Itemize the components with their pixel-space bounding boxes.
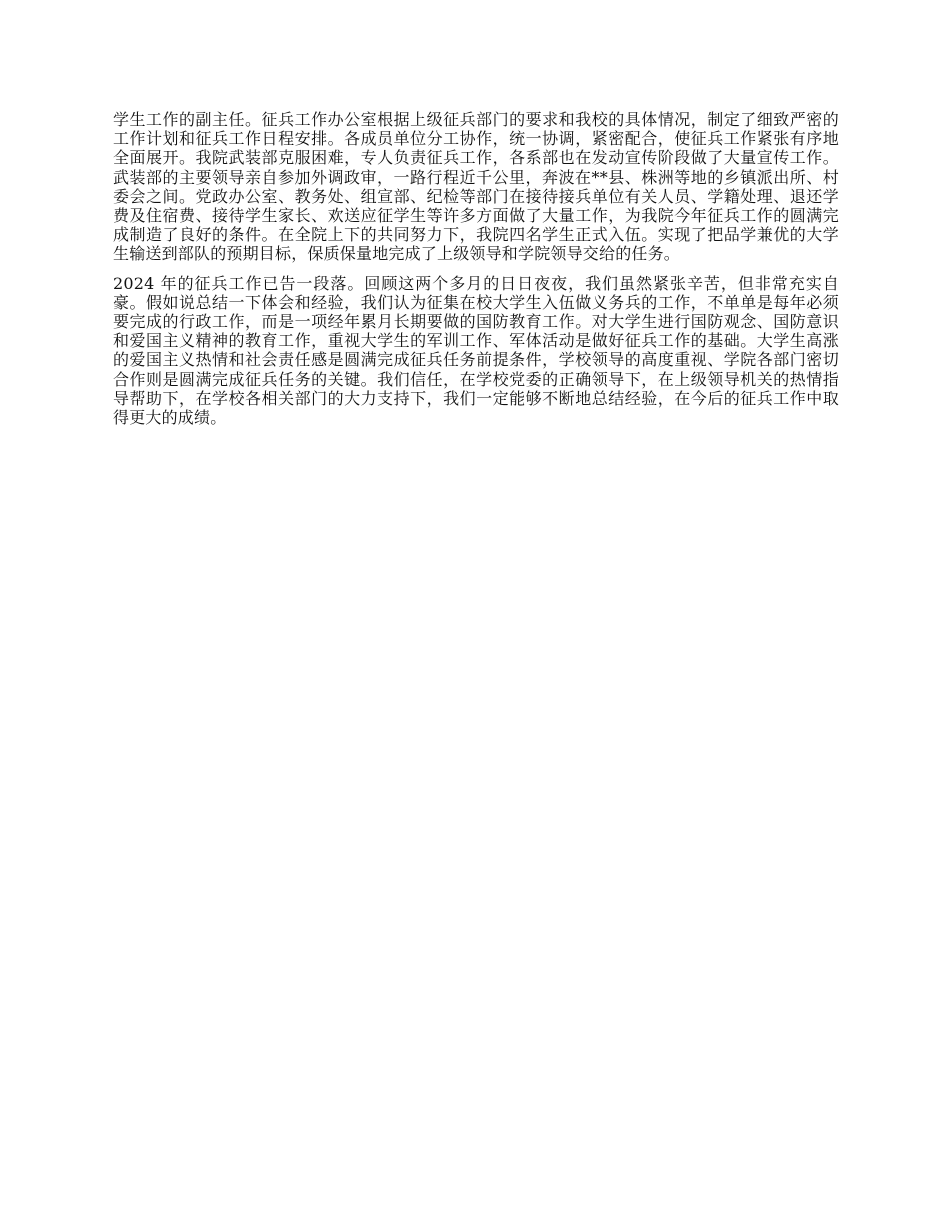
paragraph-2: 2024 年的征兵工作已告一段落。回顾这两个多月的日日夜夜，我们虽然紧张辛苦，但非常充实自豪。假如说总结一下体会和经验，我们认为征集在校大学生入伍做义务兵的工作，不单单是每年必须要完成的行政工作，而是一项经年累月长期要做的国防教育工作。对大学生进行国防观念、国防意识和爱国主义精神的教育工作，重视大学生的军训工作、军体活动是做好征兵工作的基础。大学生高涨的爱国主义热情和社会责任感是圆满完成征兵任务前提条件，学校领导的高度重视、学院各部门密切合作则是圆满完成征兵任务的关键。我们信任，在学校党委的正确领导下，在上级领导机关的热情指导帮助下，在学校各相关部门的大力支持下，我们一定能够不断地总结经验，在今后的征兵工作中取得更大的成绩。 (113, 273, 839, 428)
paragraph-1: 学生工作的副主任。征兵工作办公室根据上级征兵部门的要求和我校的具体情况，制定了细致严密的工作计划和征兵工作日程安排。各成员单位分工协作，统一协调，紧密配合，使征兵工作紧张有序地全面展开。我院武装部克服困难，专人负责征兵工作，各系部也在发动宣传阶段做了大量宣传工作。武装部的主要领导亲自参加外调政审，一路行程近千公里，奔波在**县、株洲等地的乡镇派出所、村委会之间。党政办公室、教务处、组宣部、纪检等部门在接待接兵单位有关人员、学籍处理、退还学费及住宿费、接待学生家长、欢送应征学生等许多方面做了大量工作，为我院今年征兵工作的圆满完成制造了良好的条件。在全院上下的共同努力下，我院四名学生正式入伍。实现了把品学兼优的大学生输送到部队的预期目标，保质保量地完成了上级领导和学院领导交给的任务。 (113, 110, 839, 264)
document-body (113, 110, 839, 437)
